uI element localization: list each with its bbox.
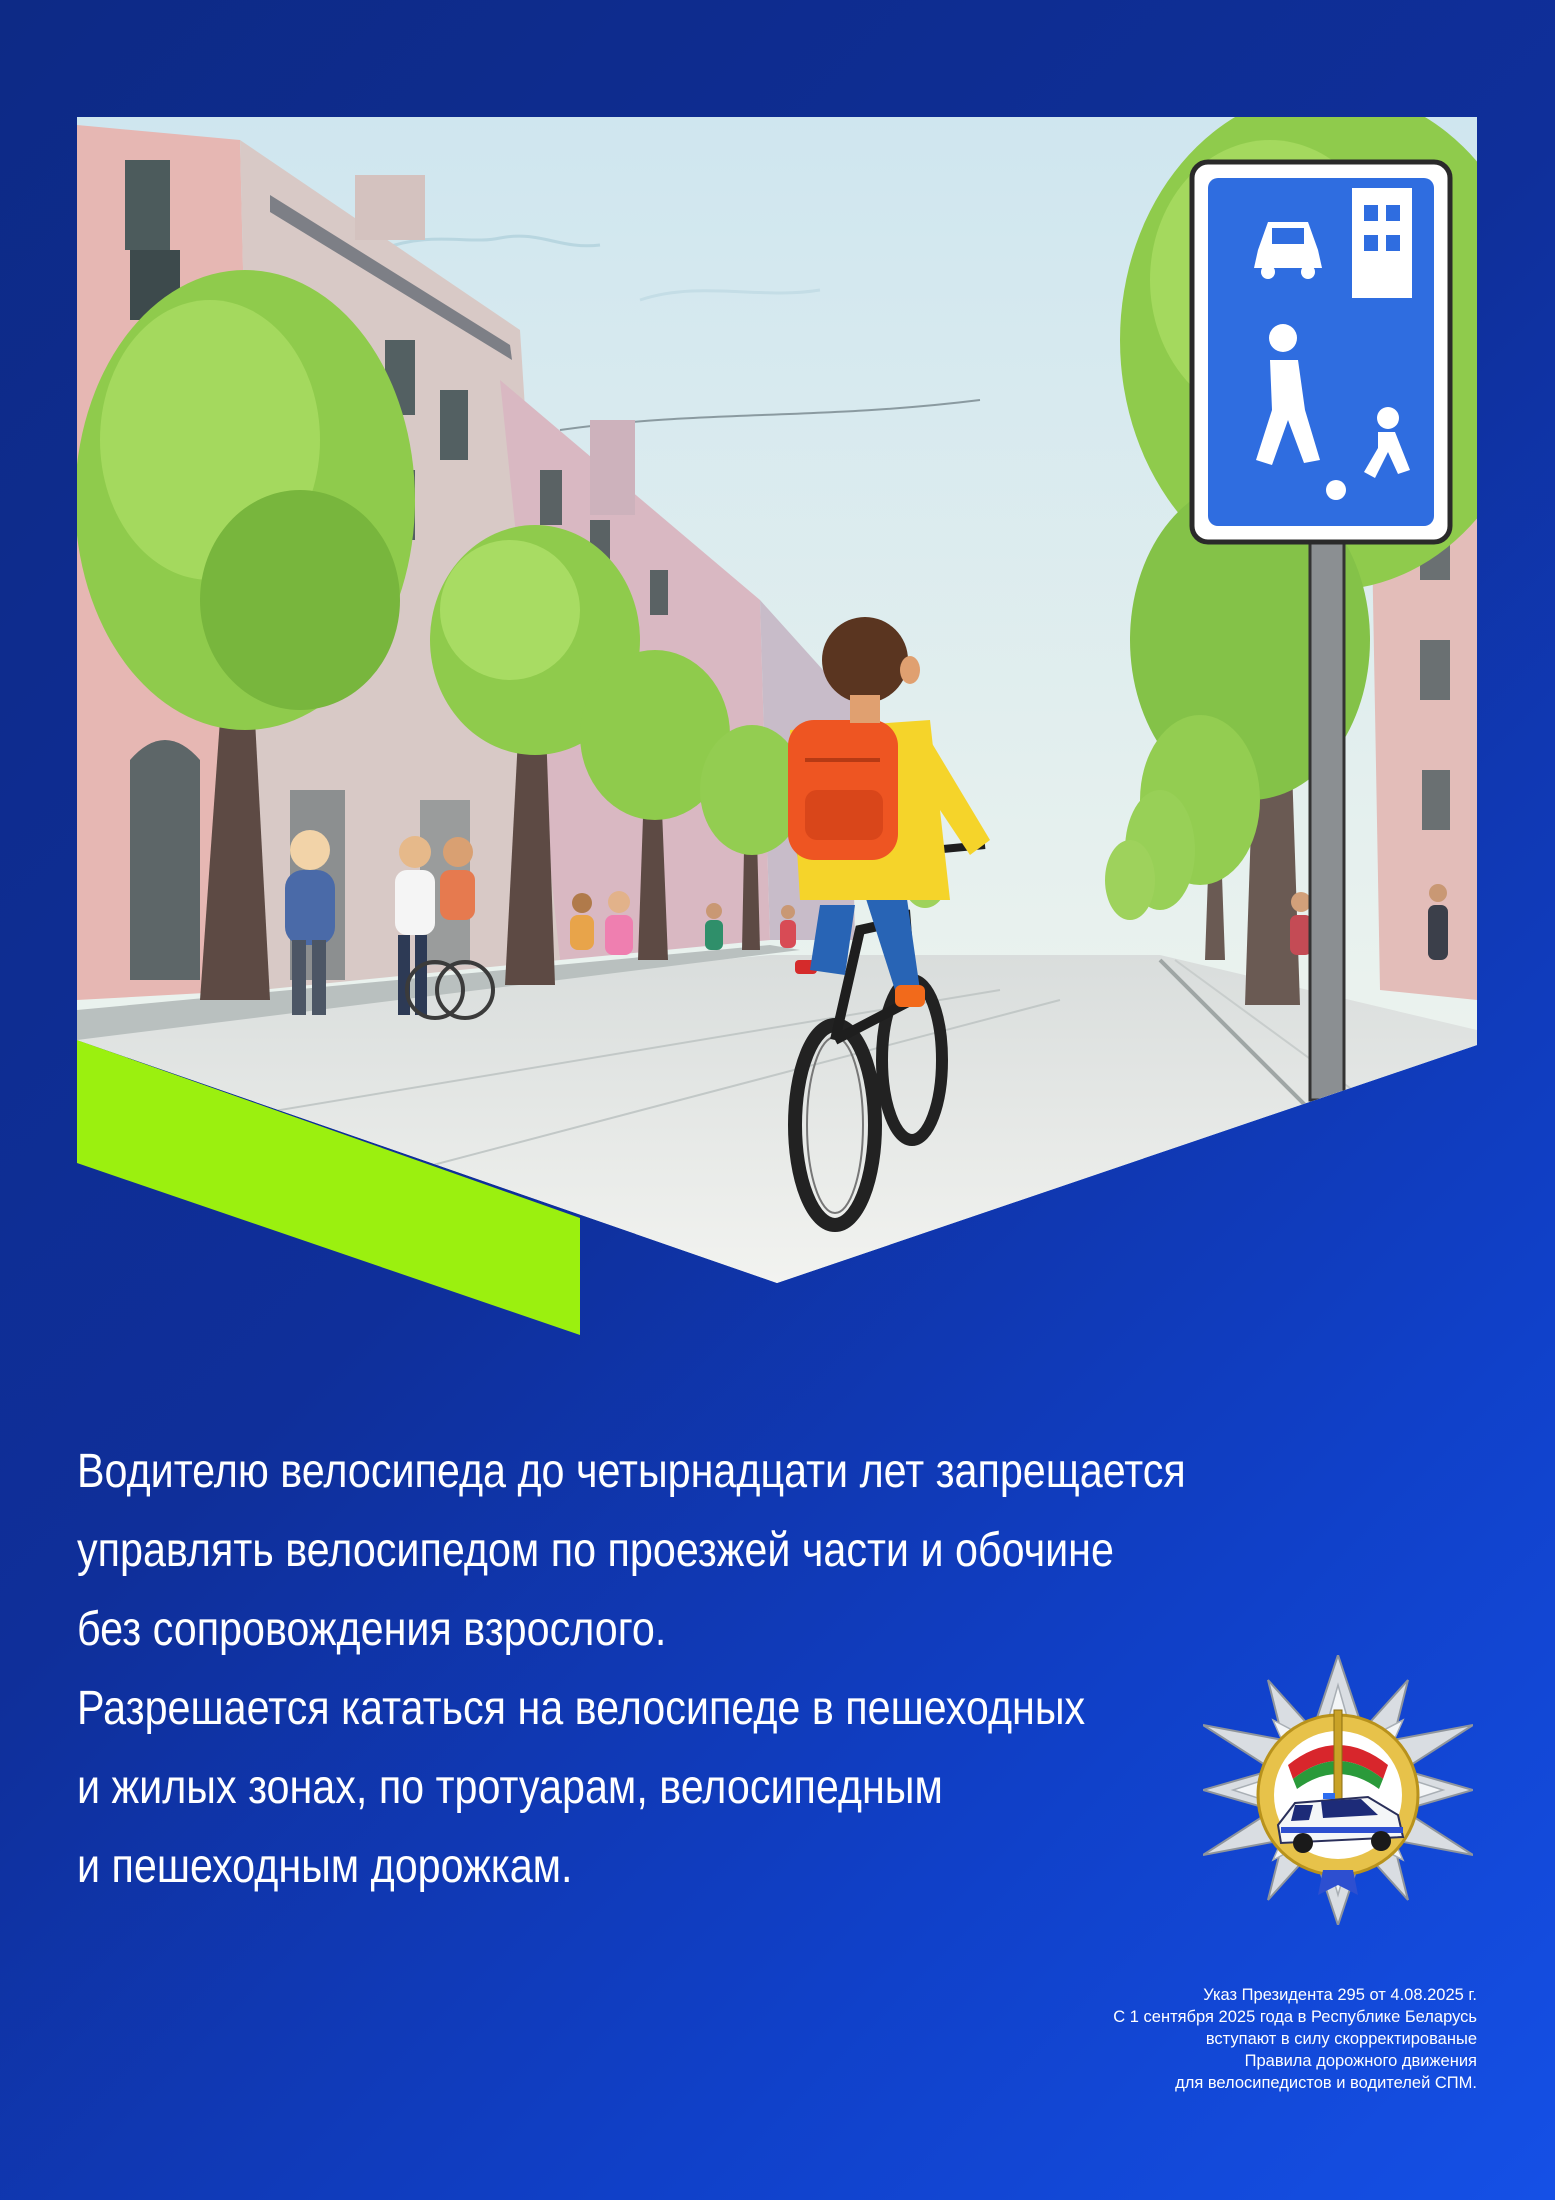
footnote-line: для велосипедистов и водителей СПМ. [1175,2074,1477,2092]
residential-zone-road-sign-icon [1192,162,1450,542]
footnote-line: С 1 сентября 2025 года в Республике Беларусь [1113,2008,1477,2026]
traffic-police-emblem-icon [1203,1655,1473,1925]
main-text-line: и пешеходным дорожкам. [77,1840,573,1893]
illustration-content [75,90,1540,1283]
main-text-line: управлять велосипедом по проезжей части и обочине [77,1524,1114,1577]
main-text-line: Водителю велосипеда до четырнадцати лет запрещается [77,1445,1186,1498]
decree-footnote [877,1984,1477,2094]
sign-post [1310,540,1344,1100]
main-text-line: Разрешается кататься на велосипеде в пешеходных [77,1682,1086,1735]
main-text-line: без сопровождения взрослого. [77,1603,667,1656]
footnote-line: Правила дорожного движения [1244,2052,1477,2070]
main-rule-text [77,1432,1186,1906]
main-text-line: и жилых зонах, по тротуарам, велосипедным [77,1761,943,1814]
footnote-line: вступают в силу скорректированые [1205,2030,1477,2048]
footnote-line: Указ Президента 295 от 4.08.2025 г. [1203,1986,1477,2004]
